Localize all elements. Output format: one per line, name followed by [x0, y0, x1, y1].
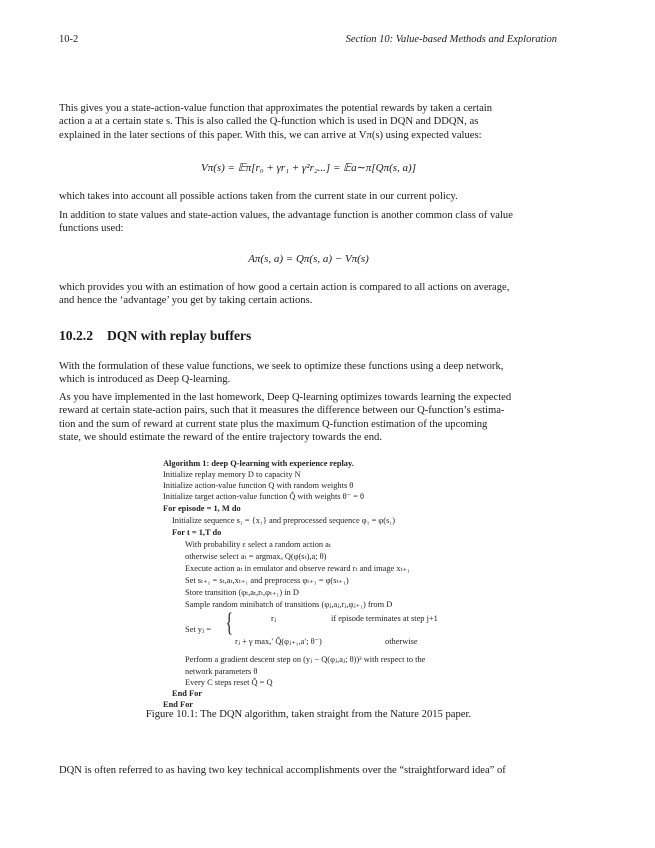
text-line: functions used: — [59, 223, 124, 235]
text-line: As you have implemented in the last homework, Deep Q-learning optimizes towards learning the expected — [59, 392, 512, 403]
algorithm-line: For t = 1,T do — [172, 528, 222, 537]
algorithm-line: Initialize action-value function Q with random weights θ — [163, 481, 354, 490]
algorithm-line: Initialize replay memory D to capacity N — [163, 470, 301, 479]
text-line: which provides you with an estimation of how good a certain action is compared to all actions on average, — [59, 282, 510, 293]
algorithm-line: Store transition (φₜ,aₜ,rₜ,φₜ₊₁) in D — [185, 588, 299, 597]
equation-advantage: Aπ(s, a) = Qπ(s, a) − Vπ(s) — [248, 253, 369, 265]
section-number: 10.2.2 — [59, 328, 93, 343]
algorithm-case-otherwise: otherwise — [385, 637, 418, 646]
algorithm-line: End For — [163, 700, 194, 709]
text-line: With the formulation of these value functions, we seek to optimize these functions using a deep network, — [59, 361, 504, 372]
text-line: state, we should estimate the reward of the entire trajectory towards the end. — [59, 432, 382, 444]
equation-value-function: Vπ(s) = 𝔼π[r₀ + γr₁ + γ²r₂...] = 𝔼a∼π[Qπ(s, a)] — [200, 162, 417, 174]
algorithm-case-terminal: if episode terminates at step j+1 — [331, 614, 438, 623]
algorithm-line: Perform a gradient descent step on (yⱼ − Q(φⱼ,aⱼ; θ))² with respect to the — [185, 655, 426, 664]
algorithm-line: Set yⱼ = — [185, 625, 212, 634]
text-line: which is introduced as Deep Q-learning. — [59, 374, 231, 386]
algorithm-line: Execute action aₜ in emulator and observe reward rₜ and image xₜ₊₁ — [185, 564, 410, 573]
text-line: In addition to state values and state-action values, the advantage function is another common class of value — [59, 210, 513, 221]
paragraph-advantage — [59, 209, 558, 236]
algorithm-line: Initialize sequence s₁ = {x₁} and preprocessed sequence φ₁ = φ(s₁) — [172, 516, 396, 525]
paragraph-dqn-accomplishments: DQN is often referred to as having two key technical accomplishments over the “straightforward idea” of — [59, 765, 506, 776]
algorithm-line: otherwise select aₜ = argmaxₐ Q(φ(sₜ),a; θ) — [185, 552, 327, 561]
algorithm-line: For episode = 1, M do — [163, 504, 241, 513]
text-line: explained in the later sections of this paper. With this, we can arrive at Vπ(s) using expected values: — [59, 129, 482, 141]
algorithm-title: Algorithm 1: deep Q-learning with experience replay. — [163, 459, 354, 468]
section-heading — [59, 328, 251, 344]
section-running-title: Section 10: Value-based Methods and Exploration — [345, 34, 557, 45]
figure-caption: Figure 10.1: The DQN algorithm, taken straight from the Nature 2015 paper. — [145, 709, 472, 720]
page-number: 10-2 — [59, 34, 79, 45]
paragraph-after-eq1 — [59, 190, 558, 203]
paragraph-dqn-objective — [59, 391, 558, 445]
text-line: tion and the sum of reward at current state plus the maximum Q-function estimation of the upcoming — [59, 418, 488, 430]
paragraph-intro — [59, 102, 558, 142]
algorithm-line: Sample random minibatch of transitions (φⱼ,aⱼ,rⱼ,φⱼ₊₁) from D — [185, 600, 393, 609]
text-line: and hence the ‘advantage’ you get by taking certain actions. — [59, 295, 313, 307]
text-line: action a at a certain state s. This is also called the Q-function which is used in DQN and DDQN, as — [59, 116, 479, 128]
algorithm-line: network parameters θ — [185, 667, 258, 676]
algorithm-line: End For — [172, 689, 203, 698]
algorithm-case-r: rⱼ — [271, 614, 277, 623]
brace-icon: { — [225, 608, 233, 637]
algorithm-line: Initialize target action-value function Q̂ with weights θ⁻ = θ — [163, 492, 364, 501]
algorithm-figure — [163, 458, 463, 709]
algorithm-line: Every C steps reset Q̂ = Q — [185, 678, 273, 687]
paragraph-advantage-explained — [59, 281, 558, 308]
section-title: DQN with replay buffers — [106, 328, 252, 343]
algorithm-line: Set sₜ₊₁ = sₜ,aₜ,xₜ₊₁ and preprocess φₜ₊₁ = φ(sₜ₊₁) — [185, 576, 349, 585]
paragraph-deep-q — [59, 360, 558, 387]
algorithm-case-target: rⱼ + γ maxₐ′ Q̂(φⱼ₊₁,a′; θ⁻) — [235, 637, 322, 646]
text-line: This gives you a state-action-value function that approximates the potential rewards by taken a certain — [59, 103, 493, 114]
text-line: reward at certain state-action pairs, such that it measures the difference between our Q-function’s estima- — [59, 405, 505, 417]
algorithm-line: With probability ε select a random action aₜ — [185, 540, 331, 549]
text-line: which takes into account all possible actions taken from the current state in our current policy. — [59, 191, 458, 202]
